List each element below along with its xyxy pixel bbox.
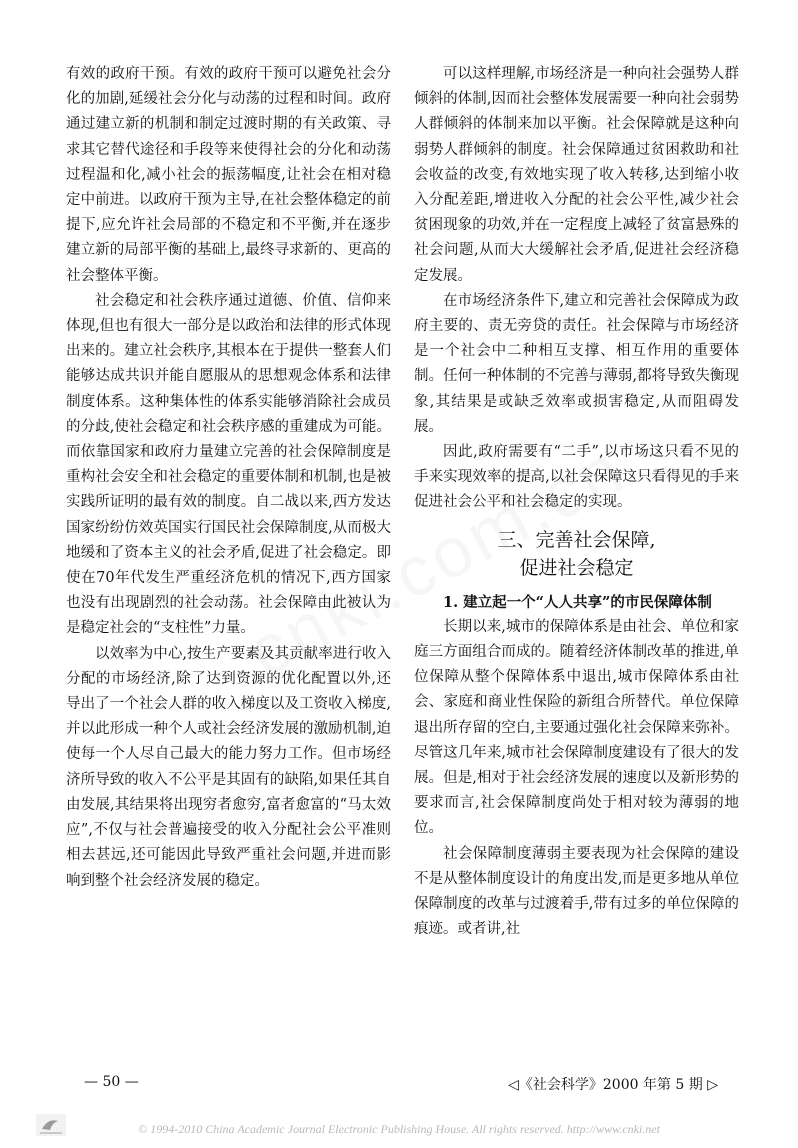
copyright-notice: © 1994-2010 China Academic Journal Electronic Publishing House. All rights reserved. http://www.cnki.net bbox=[138, 1122, 660, 1136]
left-column bbox=[66, 62, 391, 894]
paragraph: 有效的政府干预。有效的政府干预可以避免社会分化的加剧,延缓社会分化与动荡的过程和时间。政府通过建立新的机制和制定过渡时期的有关政策、寻求其它替代途径和手段等来使得社会的分化和动荡过程温和化,减小社会的振荡幅度,让社会在相对稳定中前进。以政府干预为主导,在社会整体稳定的前提下,应允许社会局部的不稳定和不平衡,并在逐步建立新的局部平衡的基础上,最终寻求新的、更高的社会整体平衡。 bbox=[66, 66, 391, 284]
section-heading bbox=[414, 526, 739, 582]
paragraph: 可以这样理解,市场经济是一种向社会强势人群倾斜的体制,因而社会整体发展需要一种向社会弱势人群倾斜的体制来加以平衡。社会保障就是这种向弱势人群倾斜的制度。社会保障通过贫困救助和社会收益的改变,有效地实现了收入转移,达到缩小收入分配差距,增进收入分配的社会公平性,减少社会贫困现象的功效,并在一定程度上减轻了贫富悬殊的社会问题,从而大大缓解社会矛盾,促进社会经济稳定发展。 bbox=[414, 66, 739, 284]
subheading: 1. 建立起一个“人人共享”的市民保障体制 bbox=[443, 593, 712, 611]
paragraph: 长期以来,城市的保障体系是由社会、单位和家庭三方面组合而成的。随着经济体制改革的推进,单位保障从整个保障体系中退出,城市保障体系由社会、家庭和商业性保险的新组合所替代。单位保障退出所存留的空白,主要通过强化社会保障来弥补。尽管这几年来,城市社会保障制度建设有了很大的发展。但是,相对于社会经济发展的速度以及新形势的要求而言,社会保障制度尚处于相对较为薄弱的地位。 bbox=[414, 618, 739, 837]
paragraph: 在市场经济条件下,建立和完善社会保障成为政府主要的、责无旁贷的责任。社会保障与市场经济是一个社会中二种相互支撑、相互作用的重要体制。任何一种体制的不完善与薄弱,都将导致失衡现象,其结果是或缺乏效率或损害稳定,从而阻碍发展。 bbox=[414, 292, 739, 435]
right-column bbox=[414, 62, 739, 943]
paragraph: 社会稳定和社会秩序通过道德、价值、信仰来体现,但也有很大一部分是以政治和法律的形式体现出来的。建立社会秩序,其根本在于提供一整套人们能够达成共识并能自愿服从的思想观念体系和法律制度体系。这种集体性的体系实能够消除社会成员的分歧,使社会稳定和社会秩序感的重建成为可能。而依靠国家和政府力量建立完善的社会保障制度是重构社会安全和社会稳定的重要体制和机制,也是被实践所证明的最有效的制度。自二战以来,西方发达国家纷纷仿效英国实行国民社会保障制度,从而极大地缓和了资本主义的社会矛盾,促进了社会稳定。即使在70年代发生严重经济危机的情况下,西方国家也没有出现剧烈的社会动荡。社会保障由此被认为是稳定社会的“支柱性”力量。 bbox=[66, 292, 391, 637]
journal-issue: ◁《社会科学》2000 年第 5 期 ▷ bbox=[508, 1077, 718, 1093]
page-number: — 50 — bbox=[84, 1074, 139, 1090]
section-heading-line1: 三、完善社会保障, bbox=[497, 528, 656, 551]
paragraph: 因此,政府需要有“二手”,以市场这只看不见的手来实现效率的提高,以社会保障这只看得见的手来促进社会公平和社会稳定的实现。 bbox=[414, 444, 739, 511]
paragraph: 社会保障制度薄弱主要表现为社会保障的建设不是从整体制度设计的角度出发,而是更多地从单位保障制度的改革与过渡着手,带有过多的单位保障的痕迹。或者讲,社 bbox=[414, 845, 739, 938]
paragraph: 以效率为中心,按生产要素及其贡献率进行收入分配的市场经济,除了达到资源的优化配置以外,还导出了一个社会人群的收入梯度以及工资收入梯度,并以此形成一种个人或社会经济发展的激励机制,迫使每一个人尽自己最大的能力努力工作。但市场经济所导致的收入不公平是其固有的缺陷,如果任其自由发展,其结果将出现穷者愈穷,富者愈富的“马太效应”,不仅与社会普遍接受的收入分配社会公平准则相去甚远,还可能因此导致严重社会问题,并进而影响到整个社会经济发展的稳定。 bbox=[66, 645, 391, 889]
section-heading-line2: 促进社会稳定 bbox=[519, 556, 634, 579]
